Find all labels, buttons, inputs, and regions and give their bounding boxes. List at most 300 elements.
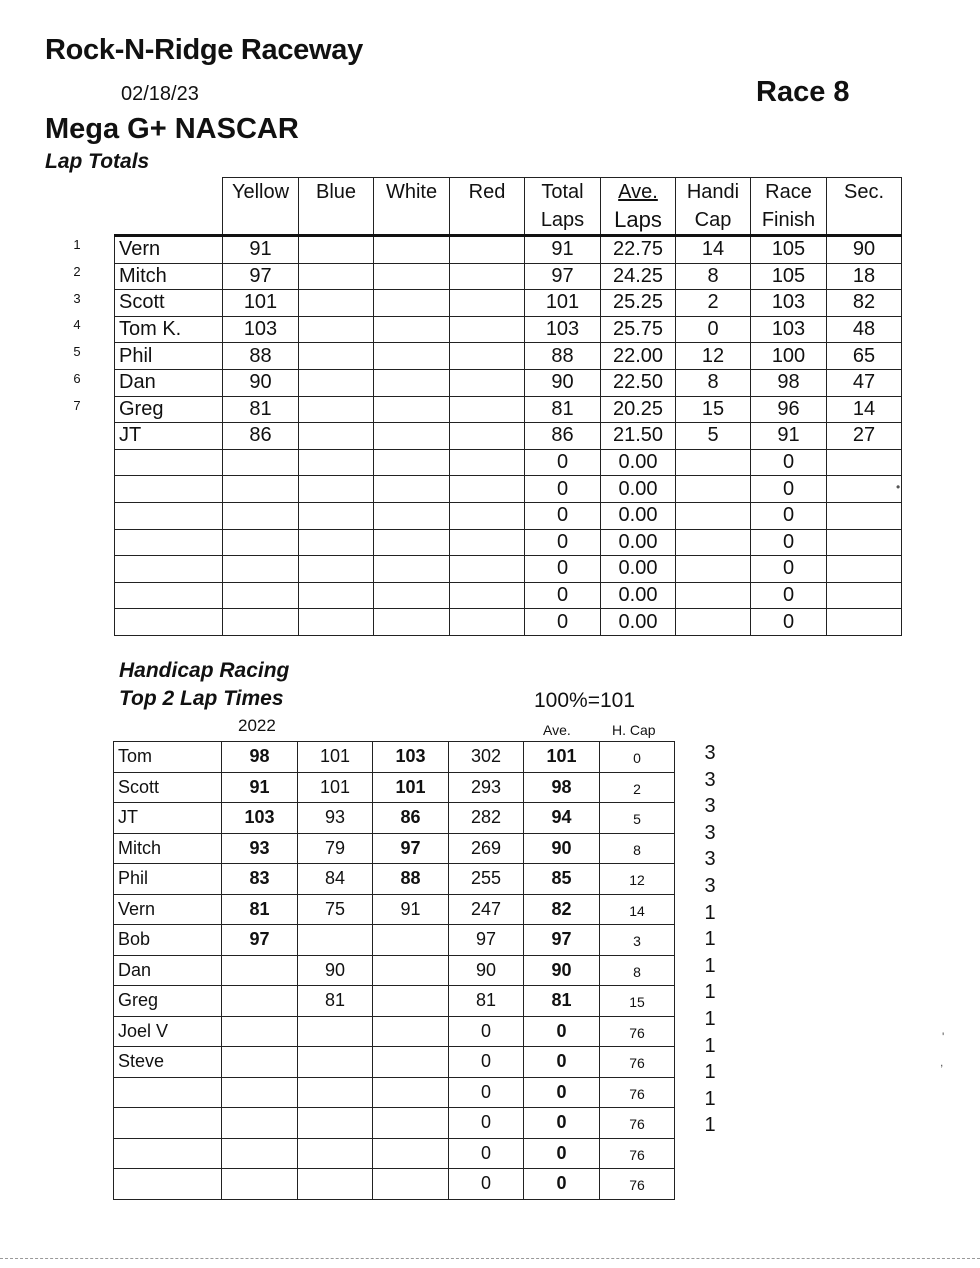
- cell-sum: 81: [449, 986, 524, 1017]
- cell-total: 0: [525, 609, 601, 636]
- cell-sec: [827, 582, 902, 609]
- cell-c2: 101: [298, 742, 373, 773]
- cell-total: 0: [525, 529, 601, 556]
- cell-hcap: 0: [600, 742, 675, 773]
- year-label: 2022: [238, 716, 276, 735]
- cell-ave: 90: [524, 833, 600, 864]
- cell-finish: 0: [751, 556, 827, 583]
- col-red: Red: [450, 178, 525, 236]
- cell-sec: [827, 449, 902, 476]
- col-ave-laps-line2: Laps: [614, 207, 662, 232]
- handicap-row: [114, 1138, 675, 1169]
- cell-c2: [298, 1169, 373, 1200]
- handicap-baseline: 100%=101: [534, 689, 636, 712]
- position-number: 4: [73, 317, 81, 333]
- lap-totals-row: [115, 582, 902, 609]
- handicap-row: [114, 986, 675, 1017]
- lap-totals-row: [115, 476, 902, 503]
- cell-sec: [827, 529, 902, 556]
- cell-c1: [222, 1077, 298, 1108]
- cell-name: Bob: [114, 925, 222, 956]
- cell-red: [450, 316, 525, 343]
- lap-totals-table: [114, 177, 902, 636]
- cell-ave: 22.75: [601, 236, 676, 264]
- cell-total: 101: [525, 290, 601, 317]
- lap-totals-row: [115, 343, 902, 370]
- cell-name: [115, 476, 223, 503]
- cell-yellow: 86: [223, 423, 299, 450]
- cell-ave: 81: [524, 986, 600, 1017]
- cell-blue: [299, 316, 374, 343]
- handicap-row: [114, 772, 675, 803]
- col-blue: Blue: [299, 178, 374, 236]
- cell-c2: [298, 1108, 373, 1139]
- cell-red: [450, 529, 525, 556]
- cell-blue: [299, 236, 374, 264]
- cell-sec: 65: [827, 343, 902, 370]
- position-number: 6: [73, 371, 81, 386]
- cell-hcap: 2: [600, 772, 675, 803]
- race-count: 1: [704, 901, 716, 924]
- cell-ave: 98: [524, 772, 600, 803]
- corner-cell: [115, 178, 223, 236]
- cell-c1: 91: [222, 772, 298, 803]
- cell-finish: 0: [751, 529, 827, 556]
- cell-yellow: [223, 529, 299, 556]
- cell-c3: [373, 955, 449, 986]
- cell-hcap: 76: [600, 1138, 675, 1169]
- lap-totals-row: [115, 316, 902, 343]
- cell-handicap: [676, 476, 751, 503]
- cell-blue: [299, 582, 374, 609]
- cell-ave: 0.00: [601, 502, 676, 529]
- cell-white: [374, 556, 450, 583]
- col-total-laps-line1: Total: [541, 181, 584, 203]
- cell-yellow: [223, 609, 299, 636]
- cell-hcap: 15: [600, 986, 675, 1017]
- cell-c3: [373, 1077, 449, 1108]
- cell-c2: [298, 1077, 373, 1108]
- col-sec: Sec.: [827, 178, 902, 236]
- cell-red: [450, 582, 525, 609]
- cell-blue: [299, 502, 374, 529]
- handicap-row: [114, 1047, 675, 1078]
- lap-totals-row: [115, 529, 902, 556]
- cell-yellow: [223, 556, 299, 583]
- cell-c1: [222, 1108, 298, 1139]
- cell-finish: 91: [751, 423, 827, 450]
- cell-ave: 90: [524, 955, 600, 986]
- cell-name: Steve: [114, 1047, 222, 1078]
- cell-name: Dan: [114, 955, 222, 986]
- cell-finish: 103: [751, 316, 827, 343]
- cell-c1: [222, 955, 298, 986]
- cell-c2: [298, 1138, 373, 1169]
- cell-sum: 282: [449, 803, 524, 834]
- cell-handicap: 15: [676, 396, 751, 423]
- cell-ave: 0.00: [601, 529, 676, 556]
- handicap-row: [114, 1169, 675, 1200]
- cell-total: 0: [525, 502, 601, 529]
- cell-white: [374, 502, 450, 529]
- ave-label: Ave.: [543, 722, 571, 738]
- col-handicap-line2: Cap: [694, 209, 732, 231]
- cell-ave: 0.00: [601, 582, 676, 609]
- race-count: 3: [704, 875, 716, 897]
- cell-name: Mitch: [114, 833, 222, 864]
- handicap-row: [114, 742, 675, 773]
- cell-red: [450, 423, 525, 450]
- cell-sum: 302: [449, 742, 524, 773]
- cell-hcap: 14: [600, 894, 675, 925]
- cell-yellow: 90: [223, 369, 299, 396]
- cell-finish: 105: [751, 263, 827, 290]
- cell-c1: [222, 1138, 298, 1169]
- lap-totals-label: Lap Totals: [45, 150, 150, 173]
- handicap-title: Handicap Racing: [119, 659, 290, 682]
- lap-totals-row: [115, 396, 902, 423]
- col-yellow: Yellow: [223, 178, 299, 236]
- cell-c2: 84: [298, 864, 373, 895]
- cell-finish: 96: [751, 396, 827, 423]
- cell-name: [114, 1077, 222, 1108]
- cell-ave: 0.00: [601, 449, 676, 476]
- cell-handicap: [676, 449, 751, 476]
- cell-c3: [373, 1047, 449, 1078]
- cell-name: Greg: [115, 396, 223, 423]
- cell-white: [374, 316, 450, 343]
- cell-red: [450, 236, 525, 264]
- cell-red: [450, 369, 525, 396]
- cell-hcap: 5: [600, 803, 675, 834]
- cell-c3: [373, 1016, 449, 1047]
- cell-blue: [299, 423, 374, 450]
- cell-blue: [299, 290, 374, 317]
- lap-totals-row: [115, 263, 902, 290]
- cell-total: 97: [525, 263, 601, 290]
- race-date: 02/18/23: [121, 83, 199, 105]
- col-race-finish-line2: Finish: [761, 209, 816, 231]
- cell-c1: 83: [222, 864, 298, 895]
- cell-ave: 24.25: [601, 263, 676, 290]
- cell-yellow: 88: [223, 343, 299, 370]
- cell-blue: [299, 396, 374, 423]
- race-count: 3: [704, 768, 716, 791]
- cell-ave: 0: [524, 1169, 600, 1200]
- race-count: 1: [704, 1008, 716, 1030]
- col-ave-laps: [601, 178, 676, 236]
- handicap-row: [114, 864, 675, 895]
- cell-c3: 91: [373, 894, 449, 925]
- lap-totals-row: [115, 449, 902, 476]
- cell-ave: 97: [524, 925, 600, 956]
- cell-name: [115, 582, 223, 609]
- cell-yellow: 91: [223, 236, 299, 264]
- cell-handicap: 14: [676, 236, 751, 264]
- cell-name: [115, 449, 223, 476]
- cell-sec: 14: [827, 396, 902, 423]
- cell-white: [374, 396, 450, 423]
- cell-name: [114, 1169, 222, 1200]
- cell-white: [374, 423, 450, 450]
- cell-total: 0: [525, 556, 601, 583]
- cell-total: 0: [525, 582, 601, 609]
- cell-c3: 101: [373, 772, 449, 803]
- cell-name: Vern: [114, 894, 222, 925]
- cell-finish: 0: [751, 502, 827, 529]
- cell-handicap: 5: [676, 423, 751, 450]
- cell-yellow: 97: [223, 263, 299, 290]
- handicap-row: [114, 1016, 675, 1047]
- cell-white: [374, 236, 450, 264]
- cell-c1: 81: [222, 894, 298, 925]
- cell-handicap: 0: [676, 316, 751, 343]
- cell-name: [114, 1108, 222, 1139]
- cell-c3: [373, 1108, 449, 1139]
- cell-handicap: [676, 556, 751, 583]
- cell-c2: [298, 1047, 373, 1078]
- cell-red: [450, 449, 525, 476]
- cell-sec: 27: [827, 423, 902, 450]
- cell-blue: [299, 476, 374, 503]
- cell-c1: [222, 1016, 298, 1047]
- cell-red: [450, 502, 525, 529]
- race-count: 1: [704, 1087, 716, 1110]
- col-white: White: [374, 178, 450, 236]
- cell-name: [115, 502, 223, 529]
- cell-name: Joel V: [114, 1016, 222, 1047]
- cell-finish: 98: [751, 369, 827, 396]
- lap-totals-header-row: [115, 178, 902, 236]
- cell-c1: [222, 986, 298, 1017]
- race-count: 3: [704, 848, 716, 871]
- cell-ave: 101: [524, 742, 600, 773]
- cell-hcap: 76: [600, 1169, 675, 1200]
- col-ave-laps-line1: Ave.: [618, 181, 658, 203]
- handicap-row: [114, 894, 675, 925]
- cell-handicap: 8: [676, 263, 751, 290]
- cell-white: [374, 582, 450, 609]
- col-handicap: [676, 178, 751, 236]
- cell-total: 103: [525, 316, 601, 343]
- cell-hcap: 8: [600, 833, 675, 864]
- cell-blue: [299, 556, 374, 583]
- cell-c3: [373, 1169, 449, 1200]
- cell-name: Vern: [115, 236, 223, 264]
- cell-sum: 0: [449, 1077, 524, 1108]
- cell-sec: [827, 502, 902, 529]
- cell-name: Scott: [115, 290, 223, 317]
- hcap-label: H. Cap: [612, 722, 656, 738]
- cell-sum: 0: [449, 1016, 524, 1047]
- cell-sum: 255: [449, 864, 524, 895]
- cell-sum: 0: [449, 1108, 524, 1139]
- cell-c3: [373, 1138, 449, 1169]
- cell-total: 81: [525, 396, 601, 423]
- cell-total: 90: [525, 369, 601, 396]
- race-count: 1: [704, 1114, 716, 1137]
- handicap-row: [114, 1077, 675, 1108]
- cell-ave: 25.25: [601, 290, 676, 317]
- col-total-laps: [525, 178, 601, 236]
- cell-finish: 105: [751, 236, 827, 264]
- cell-c2: 93: [298, 803, 373, 834]
- cell-red: [450, 476, 525, 503]
- cell-yellow: 103: [223, 316, 299, 343]
- race-count: 1: [704, 954, 716, 977]
- handicap-row: [114, 803, 675, 834]
- cell-blue: [299, 369, 374, 396]
- cell-name: JT: [115, 423, 223, 450]
- cell-c1: 97: [222, 925, 298, 956]
- cell-red: [450, 263, 525, 290]
- cell-total: 88: [525, 343, 601, 370]
- cell-handicap: [676, 529, 751, 556]
- position-number: 5: [73, 344, 81, 360]
- page-edge-line: [0, 1258, 980, 1259]
- cell-sum: 247: [449, 894, 524, 925]
- cell-name: Greg: [114, 986, 222, 1017]
- cell-white: [374, 449, 450, 476]
- cell-ave: 0: [524, 1047, 600, 1078]
- cell-blue: [299, 343, 374, 370]
- cell-ave: 21.50: [601, 423, 676, 450]
- cell-red: [450, 609, 525, 636]
- race-count: 1: [704, 1061, 716, 1084]
- cell-c3: 97: [373, 833, 449, 864]
- cell-c1: 103: [222, 803, 298, 834]
- cell-white: [374, 369, 450, 396]
- cell-hcap: 76: [600, 1108, 675, 1139]
- handicap-table: [113, 741, 675, 1200]
- cell-finish: 0: [751, 609, 827, 636]
- cell-blue: [299, 529, 374, 556]
- cell-name: [115, 556, 223, 583]
- cell-ave: 0.00: [601, 556, 676, 583]
- cell-blue: [299, 609, 374, 636]
- cell-blue: [299, 263, 374, 290]
- cell-ave: 0.00: [601, 476, 676, 503]
- cell-total: 91: [525, 236, 601, 264]
- col-total-laps-line2: Laps: [540, 209, 585, 231]
- lap-totals-row: [115, 502, 902, 529]
- position-number: 7: [73, 397, 81, 413]
- cell-ave: 22.50: [601, 369, 676, 396]
- lap-totals-row: [115, 556, 902, 583]
- cell-ave: 25.75: [601, 316, 676, 343]
- cell-c2: 81: [298, 986, 373, 1017]
- cell-hcap: 76: [600, 1016, 675, 1047]
- cell-sec: 48: [827, 316, 902, 343]
- lap-totals-row: [115, 236, 902, 264]
- cell-name: Tom K.: [115, 316, 223, 343]
- race-class: Mega G+ NASCAR: [45, 113, 299, 145]
- cell-handicap: [676, 582, 751, 609]
- cell-ave: 94: [524, 803, 600, 834]
- cell-total: 86: [525, 423, 601, 450]
- cell-name: Tom: [114, 742, 222, 773]
- cell-red: [450, 396, 525, 423]
- cell-c2: 75: [298, 894, 373, 925]
- cell-finish: 103: [751, 290, 827, 317]
- cell-yellow: [223, 476, 299, 503]
- cell-white: [374, 343, 450, 370]
- cell-name: [114, 1138, 222, 1169]
- cell-sum: 97: [449, 925, 524, 956]
- cell-name: Scott: [114, 772, 222, 803]
- position-number: 1: [73, 237, 81, 252]
- cell-handicap: [676, 609, 751, 636]
- cell-finish: 0: [751, 582, 827, 609]
- cell-red: [450, 343, 525, 370]
- cell-ave: 82: [524, 894, 600, 925]
- cell-name: Mitch: [115, 263, 223, 290]
- cell-ave: 85: [524, 864, 600, 895]
- cell-hcap: 12: [600, 864, 675, 895]
- cell-c2: 101: [298, 772, 373, 803]
- race-count: 3: [704, 742, 716, 764]
- cell-c1: [222, 1047, 298, 1078]
- cell-sec: 82: [827, 290, 902, 317]
- cell-handicap: 12: [676, 343, 751, 370]
- cell-handicap: [676, 502, 751, 529]
- cell-total: 0: [525, 476, 601, 503]
- cell-ave: 22.00: [601, 343, 676, 370]
- lap-totals-row: [115, 609, 902, 636]
- cell-white: [374, 263, 450, 290]
- cell-red: [450, 290, 525, 317]
- cell-c1: [222, 1169, 298, 1200]
- col-race-finish: [751, 178, 827, 236]
- race-count: 1: [704, 928, 716, 951]
- cell-sum: 269: [449, 833, 524, 864]
- col-race-finish-line1: Race: [765, 181, 812, 203]
- cell-ave: 0: [524, 1108, 600, 1139]
- scan-speck: •: [896, 480, 901, 494]
- cell-sec: [827, 476, 902, 503]
- lap-totals-row: [115, 290, 902, 317]
- cell-hcap: 76: [600, 1047, 675, 1078]
- cell-sum: 0: [449, 1138, 524, 1169]
- cell-yellow: 101: [223, 290, 299, 317]
- race-count: 3: [704, 795, 716, 818]
- handicap-row: [114, 833, 675, 864]
- cell-name: Phil: [115, 343, 223, 370]
- handicap-row: [114, 1108, 675, 1139]
- cell-sec: 47: [827, 369, 902, 396]
- cell-ave: 0.00: [601, 609, 676, 636]
- cell-finish: 0: [751, 476, 827, 503]
- cell-name: [115, 529, 223, 556]
- cell-total: 0: [525, 449, 601, 476]
- cell-hcap: 3: [600, 925, 675, 956]
- cell-yellow: [223, 449, 299, 476]
- cell-c3: 103: [373, 742, 449, 773]
- handicap-row: [114, 955, 675, 986]
- cell-c1: 98: [222, 742, 298, 773]
- cell-name: Phil: [114, 864, 222, 895]
- race-count: 1: [704, 981, 716, 1004]
- cell-yellow: 81: [223, 396, 299, 423]
- cell-c3: 88: [373, 864, 449, 895]
- race-count: 1: [704, 1034, 716, 1057]
- cell-name: Dan: [115, 369, 223, 396]
- position-number: 3: [73, 290, 81, 306]
- cell-sum: 0: [449, 1047, 524, 1078]
- cell-white: [374, 476, 450, 503]
- cell-sum: 0: [449, 1169, 524, 1200]
- scan-speck: ,: [940, 1055, 944, 1069]
